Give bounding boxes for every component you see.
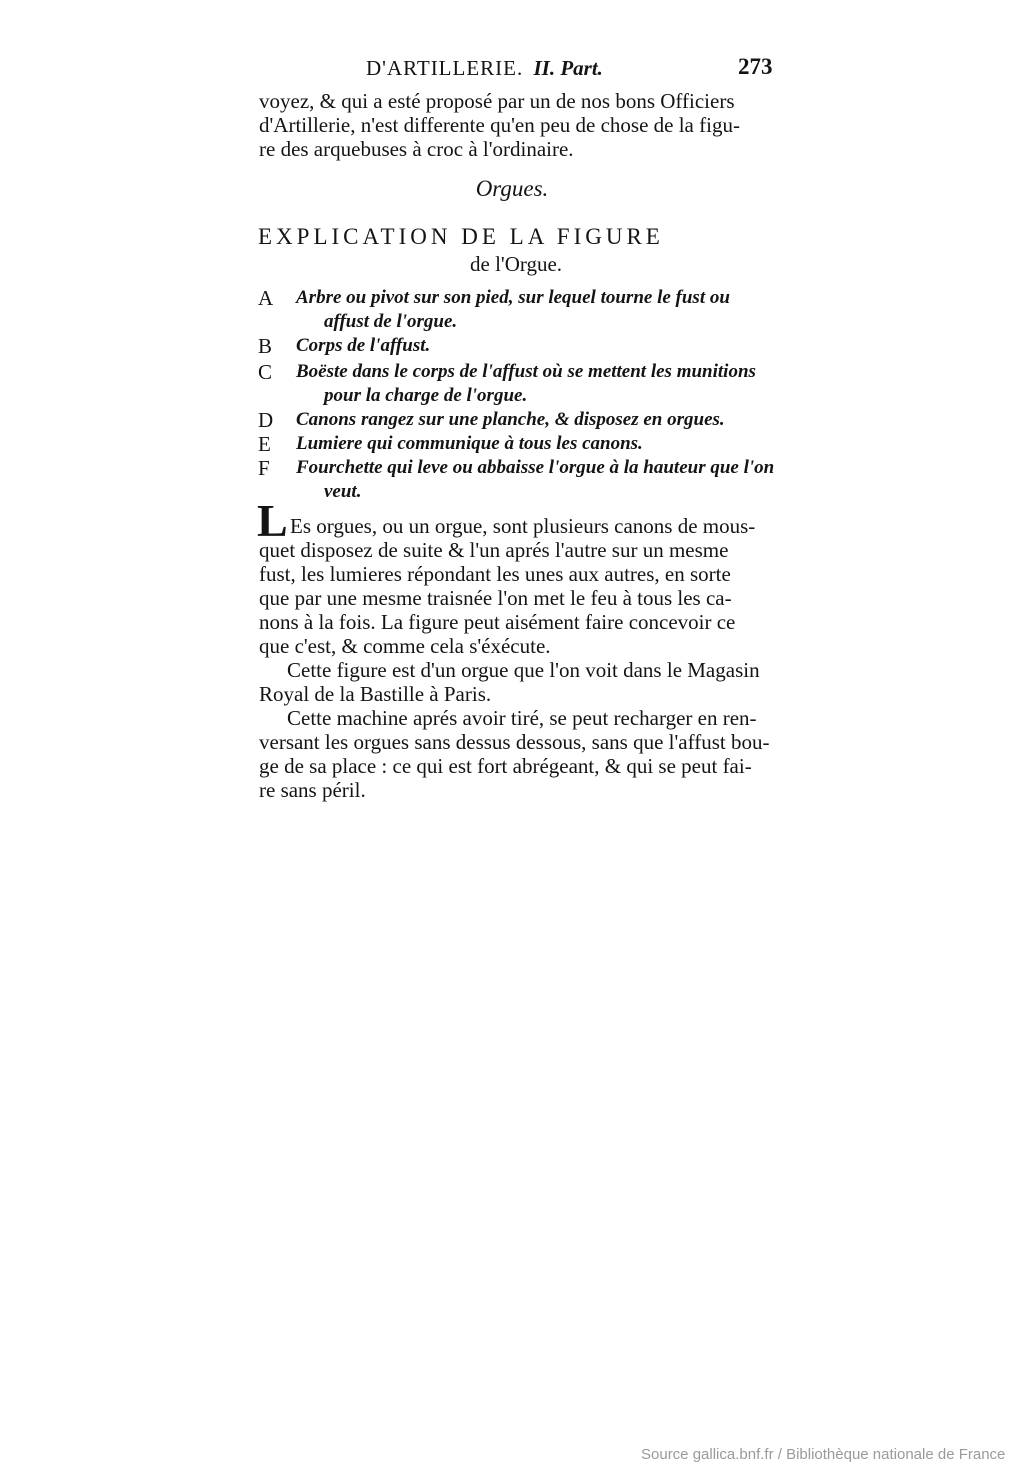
legend-text: Lumiere qui communique à tous les canons. <box>296 433 643 454</box>
body-line: que c'est, & comme cela s'éxécute. <box>259 634 551 658</box>
intro-line: voyez, & qui a esté proposé par un de nos bons Officiers <box>259 89 735 113</box>
body-line: Royal de la Bastille à Paris. <box>259 682 492 706</box>
source-footer: Source gallica.bnf.fr / Bibliothèque nationale de France <box>641 1446 1006 1463</box>
section-title: Orgues. <box>475 176 549 201</box>
legend-letter: C <box>258 360 273 384</box>
legend-letter: D <box>258 408 274 432</box>
legend-text: Corps de l'affust. <box>296 335 431 356</box>
drop-cap: L <box>257 495 288 546</box>
legend-letter: F <box>258 456 270 480</box>
body-line: quet disposez de suite & l'un aprés l'autre sur un mesme <box>259 538 729 562</box>
explication-title: EXPLICATION DE LA FIGURE <box>258 224 664 249</box>
explication-subtitle: de l'Orgue. <box>470 252 563 276</box>
body-line: Cette figure est d'un orgue que l'on voit dans le Magasin <box>287 658 760 682</box>
body-line: re sans péril. <box>259 778 366 802</box>
intro-line: re des arquebuses à croc à l'ordinaire. <box>259 137 574 161</box>
legend-text: Arbre ou pivot sur son pied, sur lequel tourne le fust ou <box>296 287 730 308</box>
body-line: versant les orgues sans dessus dessous, sans que l'affust bou- <box>259 730 770 754</box>
legend-letter: B <box>258 334 273 358</box>
body-line: Cette machine aprés avoir tiré, se peut recharger en ren- <box>287 706 757 730</box>
body-line: nons à la fois. La figure peut aisément faire concevoir ce <box>259 610 736 634</box>
legend-letter: A <box>258 286 274 310</box>
legend-letter: E <box>258 432 271 456</box>
legend-text: Canons rangez sur une planche, & disposez en orgues. <box>296 409 725 430</box>
page-number: 273 <box>738 54 773 79</box>
body-line: que par une mesme traisnée l'on met le feu à tous les ca- <box>259 586 732 610</box>
legend-text: pour la charge de l'orgue. <box>324 385 528 406</box>
body-line: fust, les lumieres répondant les unes aux autres, en sorte <box>259 562 731 586</box>
legend-text: Fourchette qui leve ou abbaisse l'orgue à la hauteur que l'on <box>296 457 775 478</box>
body-line: Es orgues, ou un orgue, sont plusieurs canons de mous- <box>290 514 756 538</box>
intro-line: d'Artillerie, n'est differente qu'en peu de chose de la figu- <box>259 113 740 137</box>
legend-text: affust de l'orgue. <box>324 311 458 332</box>
running-head <box>366 56 603 81</box>
legend-text: Boëste dans le corps de l'affust où se mettent les munitions <box>296 361 756 382</box>
running-head-title: D'ARTILLERIE. <box>366 56 524 80</box>
body-line: ge de sa place : ce qui est fort abrégeant, & qui se peut fai- <box>259 754 752 778</box>
running-head-part: II. Part. <box>533 56 603 80</box>
legend-text: veut. <box>324 481 362 502</box>
